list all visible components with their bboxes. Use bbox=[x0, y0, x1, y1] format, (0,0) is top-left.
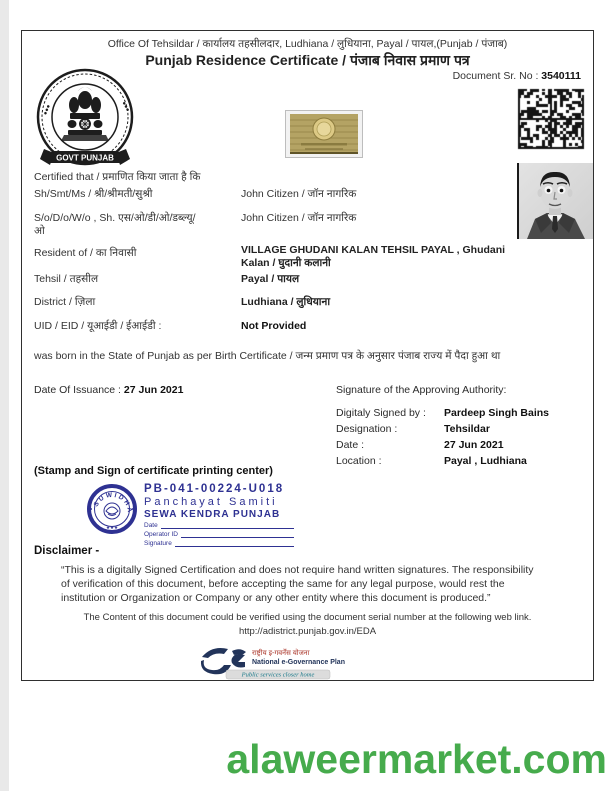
signature-row-date bbox=[336, 437, 549, 453]
verify-instruction: The Content of this document could be verified using the document serial number at the following web link. bbox=[83, 612, 532, 623]
stamp-org: Panchayat Samiti bbox=[144, 496, 278, 508]
signature-row-designation bbox=[336, 421, 549, 437]
seal-arc-text: SUWIDHA bbox=[92, 491, 134, 515]
location-value: Payal , Ludhiana bbox=[444, 455, 527, 467]
office-line: Office Of Tehsildar / कार्यालय तहसीलदार, Ludhiana / लुधियाना, Payal / पायल,(Punjab / पंजाब) bbox=[107, 38, 508, 50]
designation-label: Designation : bbox=[336, 423, 398, 435]
issuance-label: Date Of Issuance : bbox=[34, 384, 124, 396]
certificate-title: Punjab Residence Certificate / पंजाब निवास प्रमाण पत्र bbox=[145, 52, 470, 68]
datamatrix-barcode-icon bbox=[517, 88, 585, 155]
resident-label: Resident of / का निवासी bbox=[34, 247, 137, 259]
location-label: Location : bbox=[336, 455, 382, 467]
watermark-text: alaweermarket.com bbox=[226, 736, 607, 782]
parent-value: John Citizen / जॉन नागरिक bbox=[241, 212, 357, 224]
issuance-value: 27 Jun 2021 bbox=[123, 384, 184, 396]
certified-that-line bbox=[34, 167, 583, 185]
hologram-stamp-icon bbox=[285, 110, 363, 163]
tehsil-label: Tehsil / तहसील bbox=[34, 273, 99, 285]
emblem-banner-text: GOVT PUNJAB bbox=[56, 153, 114, 163]
signature-row-signedby bbox=[336, 405, 549, 421]
disclaimer-text: “This is a digitally Signed Certification and does not require hand written signatures. The responsibility of verification of this document, before accepting the same for any legal purpose, would rest the institution or Organization or Company or any other entity where this document is produced.” bbox=[61, 564, 534, 604]
svg-text:★★★: ★★★ bbox=[105, 525, 119, 530]
stamp-operator-label: Operator ID bbox=[144, 531, 178, 538]
negp-hindi-text: राष्ट्रीय इ-गवर्नेंस योजना bbox=[252, 650, 310, 657]
suwidha-seal-icon bbox=[86, 483, 138, 542]
tehsil-value: Payal / पायल bbox=[241, 273, 300, 285]
certificate-container bbox=[21, 30, 594, 681]
signature-block bbox=[336, 405, 549, 469]
parent-label: S/o/D/o/W/o , Sh. एस/ओ/डी/ओ/डब्ल्यू/ओ bbox=[34, 212, 196, 237]
signedby-value: Pardeep Singh Bains bbox=[444, 407, 550, 419]
verify-url-link[interactable]: http://adistrict.punjab.gov.in/EDA bbox=[238, 626, 377, 637]
stamp-signature-label: Signature bbox=[144, 540, 172, 547]
document-serial-value: 3540111 bbox=[541, 70, 581, 82]
stamp-signature-line bbox=[175, 541, 294, 547]
stamp-field-signature bbox=[144, 540, 294, 547]
signature-heading: Signature of the Approving Authority: bbox=[336, 384, 507, 396]
negp-logo-icon bbox=[198, 643, 358, 686]
svg-text:●●●: ●●● bbox=[42, 103, 53, 117]
stamp-operator-line bbox=[181, 532, 294, 538]
document-serial-label: Document Sr. No : bbox=[452, 70, 542, 82]
sig-date-value: 27 Jun 2021 bbox=[444, 439, 504, 451]
district-label: District / ज़िला bbox=[34, 296, 96, 308]
stamp-section-heading: (Stamp and Sign of certificate printing center) bbox=[34, 465, 273, 477]
name-value: John Citizen / जॉन नागरिक bbox=[241, 188, 357, 200]
name-label: Sh/Smt/Ms / श्री/श्रीमती/सुश्री bbox=[34, 188, 153, 200]
stamp-field-date bbox=[144, 522, 294, 529]
sig-date-label: Date : bbox=[336, 439, 365, 451]
signature-row-location bbox=[336, 453, 549, 469]
certified-that-text: Certified that / प्रमाणित किया जाता है कि bbox=[34, 171, 201, 183]
disclaimer-heading: Disclaimer - bbox=[34, 545, 100, 557]
uid-value: Not Provided bbox=[241, 320, 307, 332]
negp-english-text: National e-Governance Plan bbox=[252, 659, 345, 666]
signedby-label: Digitaly Signed by : bbox=[336, 407, 426, 419]
svg-text:●●●: ●●● bbox=[120, 100, 131, 114]
stamp-org2: SEWA KENDRA PUNJAB bbox=[144, 509, 281, 520]
uid-label: UID / EID / यूआईडी / ईआईडी : bbox=[34, 320, 162, 332]
resident-value: VILLAGE GHUDANI KALAN TEHSIL PAYAL , Ghudani Kalan / घुदानी कलानी bbox=[241, 244, 506, 269]
date-of-issuance bbox=[34, 384, 183, 396]
born-line bbox=[34, 346, 583, 364]
negp-tagline-text: Public services closer home bbox=[241, 671, 315, 679]
district-value: Ludhiana / लुधियाना bbox=[241, 296, 331, 308]
document-serial bbox=[453, 70, 581, 82]
scan-edge-shadow bbox=[0, 0, 9, 791]
stamp-field-operator bbox=[144, 531, 294, 538]
stamp-text-block bbox=[144, 483, 294, 547]
designation-value: Tehsildar bbox=[444, 423, 490, 435]
stamp-code: PB-041-00224-U018 bbox=[144, 483, 285, 495]
stamp-date-label: Date bbox=[144, 522, 158, 529]
born-line-text: was born in the State of Punjab as per Birth Certificate / जन्म प्रमाण पत्र के अनुसार पंजाब राज्य में पैदा हुआ था bbox=[34, 350, 501, 362]
stamp-date-line bbox=[161, 523, 294, 529]
